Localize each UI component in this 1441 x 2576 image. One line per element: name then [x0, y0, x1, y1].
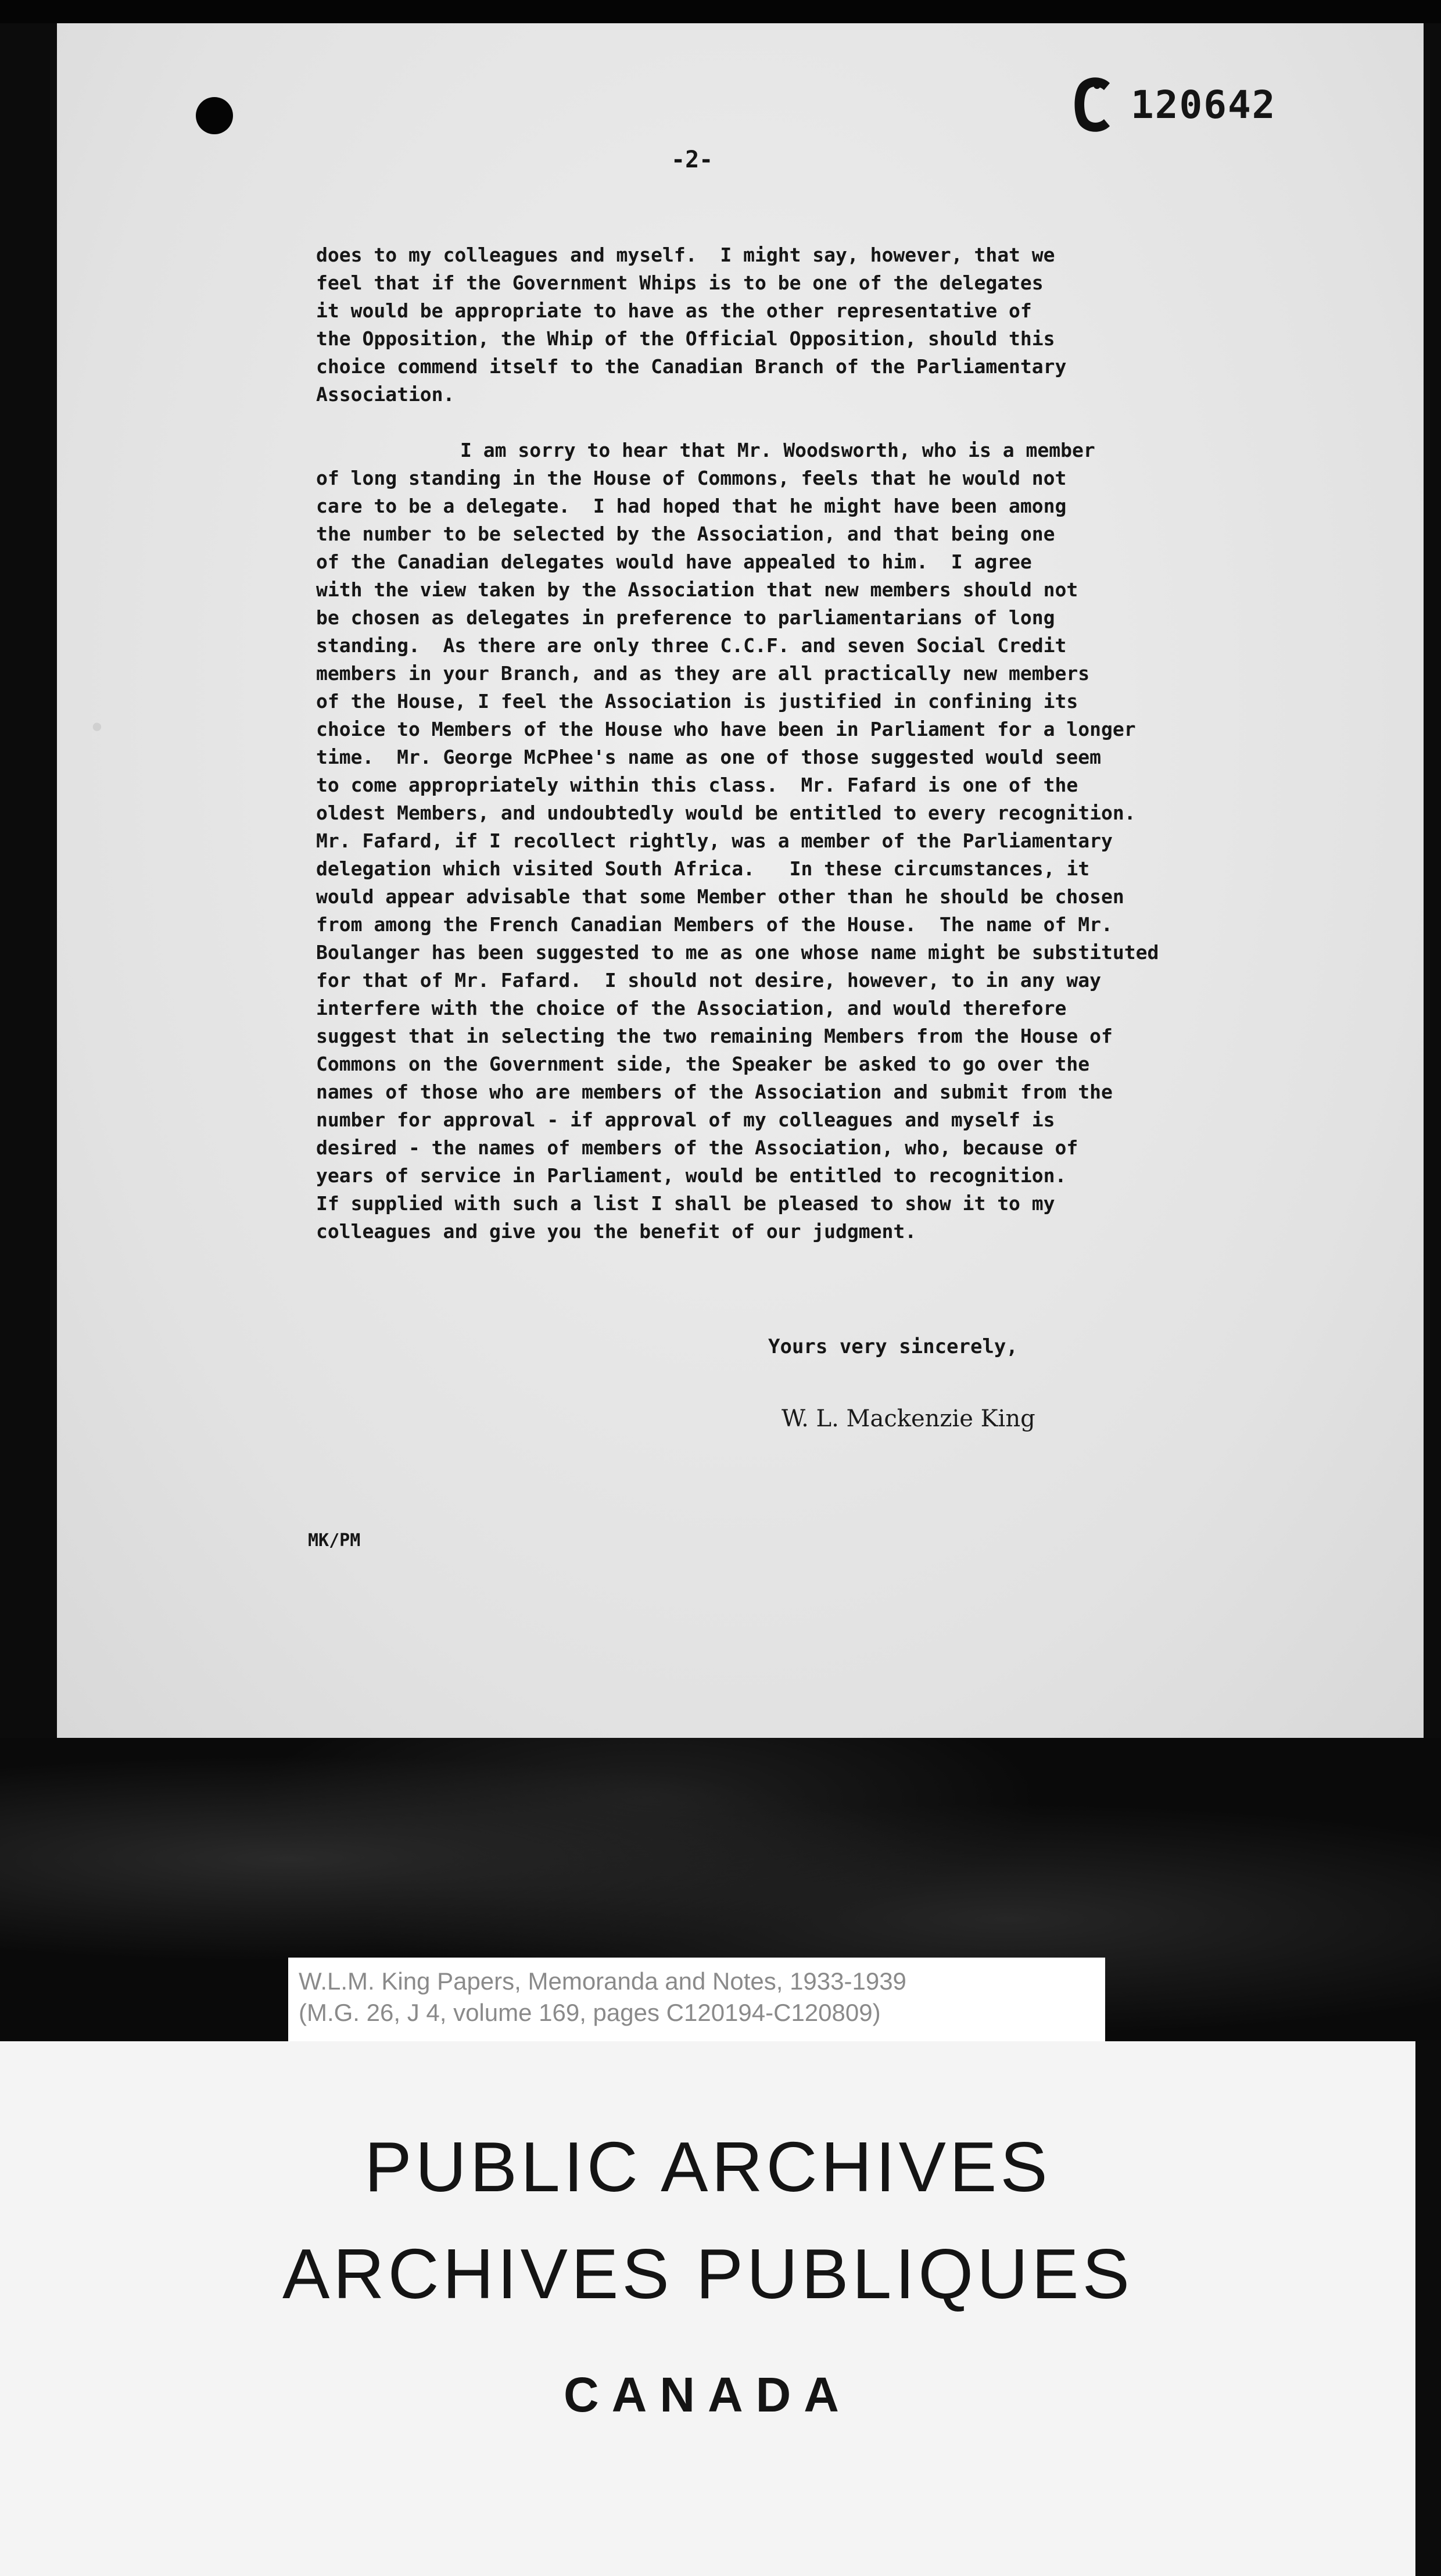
- letter-line: time. Mr. George McPhee's name as one of those suggested would seem: [316, 746, 1102, 768]
- reference-stamp: [1069, 64, 1276, 145]
- letter-line: it would be appropriate to have as the other representative of: [316, 299, 1032, 322]
- letter-line: of long standing in the House of Commons, feels that he would not: [316, 467, 1067, 489]
- source-line-1: W.L.M. King Papers, Memoranda and Notes, 1933-1939: [299, 1967, 906, 1995]
- letter-line: delegation which visited South Africa. In these circumstances, it: [316, 857, 1090, 880]
- letter-line: Association.: [316, 383, 455, 406]
- letter-line: feel that if the Government Whips is to be one of the delegates: [316, 271, 1044, 294]
- typist-initials: MK/PM: [308, 1530, 361, 1551]
- letter-line: the number to be selected by the Association, and that being one: [316, 523, 1055, 545]
- letter-line: of the Canadian delegates would have appealed to him. I agree: [316, 550, 1032, 573]
- letter-line: to come appropriately within this class. Mr. Fafard is one of the: [316, 774, 1078, 796]
- letter-paragraph: [316, 241, 1420, 409]
- source-line-2: (M.G. 26, J 4, volume 169, pages C120194-C120809): [299, 1999, 881, 2026]
- letter-line: desired - the names of members of the Association, who, because of: [316, 1136, 1078, 1159]
- archives-title-country: CANADA: [564, 2367, 852, 2422]
- film-border-top: [0, 0, 1441, 23]
- source-citation-label: [288, 1958, 1105, 2041]
- paragraph-gap: [316, 409, 1420, 437]
- page-number: -2-: [671, 146, 714, 173]
- letter-line: the Opposition, the Whip of the Official Opposition, should this: [316, 327, 1055, 350]
- letter-line: choice to Members of the House who have been in Parliament for a longer: [316, 718, 1136, 740]
- c-series-icon: [1069, 73, 1119, 137]
- letter-line: Mr. Fafard, if I recollect rightly, was a member of the Parliamentary: [316, 829, 1113, 852]
- archives-title-english: PUBLIC ARCHIVES: [364, 2127, 1051, 2206]
- punch-hole: [196, 97, 233, 134]
- letter-line: with the view taken by the Association that new members should not: [316, 578, 1078, 601]
- letter-line: standing. As there are only three C.C.F. and seven Social Credit: [316, 634, 1067, 657]
- letter-line: does to my colleagues and myself. I might say, however, that we: [316, 244, 1055, 266]
- letter-line: for that of Mr. Fafard. I should not desire, however, to in any way: [316, 969, 1102, 992]
- letter-line: Boulanger has been suggested to me as one whose name might be substituted: [316, 941, 1159, 964]
- letter-line: oldest Members, and undoubtedly would be entitled to every recognition.: [316, 802, 1136, 824]
- letter-line: suggest that in selecting the two remaining Members from the House of: [316, 1025, 1113, 1047]
- closing-salutation: Yours very sincerely,: [768, 1335, 1018, 1358]
- letter-line: interfere with the choice of the Association, and would therefore: [316, 997, 1067, 1019]
- faded-stamp-mark: ·: [85, 689, 109, 765]
- letter-line: be chosen as delegates in preference to parliamentarians of long: [316, 606, 1055, 629]
- letter-line: members in your Branch, and as they are all practically new members: [316, 662, 1090, 685]
- letter-line: would appear advisable that some Member other than he should be chosen: [316, 885, 1124, 908]
- letter-paragraph: [316, 437, 1420, 1246]
- archives-title-card: [0, 2041, 1415, 2576]
- letter-line: colleagues and give you the benefit of our judgment.: [316, 1220, 917, 1243]
- letter-line: of the House, I feel the Association is justified in confining its: [316, 690, 1078, 713]
- letter-line: from among the French Canadian Members of the House. The name of Mr.: [316, 913, 1113, 936]
- letter-line: Commons on the Government side, the Speaker be asked to go over the: [316, 1053, 1090, 1075]
- letter-line: years of service in Parliament, would be entitled to recognition.: [316, 1164, 1067, 1187]
- archives-title-french: ARCHIVES PUBLIQUES: [282, 2234, 1133, 2313]
- signature-name: W. L. Mackenzie King: [782, 1405, 1035, 1432]
- reference-number: 120642: [1131, 82, 1277, 127]
- letter-line: choice commend itself to the Canadian Branch of the Parliamentary: [316, 355, 1067, 378]
- letter-line: care to be a delegate. I had hoped that he might have been among: [316, 495, 1067, 517]
- letter-line: If supplied with such a list I shall be pleased to show it to my: [316, 1192, 1055, 1215]
- letter-line: I am sorry to hear that Mr. Woodsworth, who is a member: [460, 439, 1095, 461]
- letter-line: number for approval - if approval of my colleagues and myself is: [316, 1108, 1055, 1131]
- letter-body: [316, 241, 1420, 1246]
- letter-line: names of those who are members of the Association and submit from the: [316, 1081, 1113, 1103]
